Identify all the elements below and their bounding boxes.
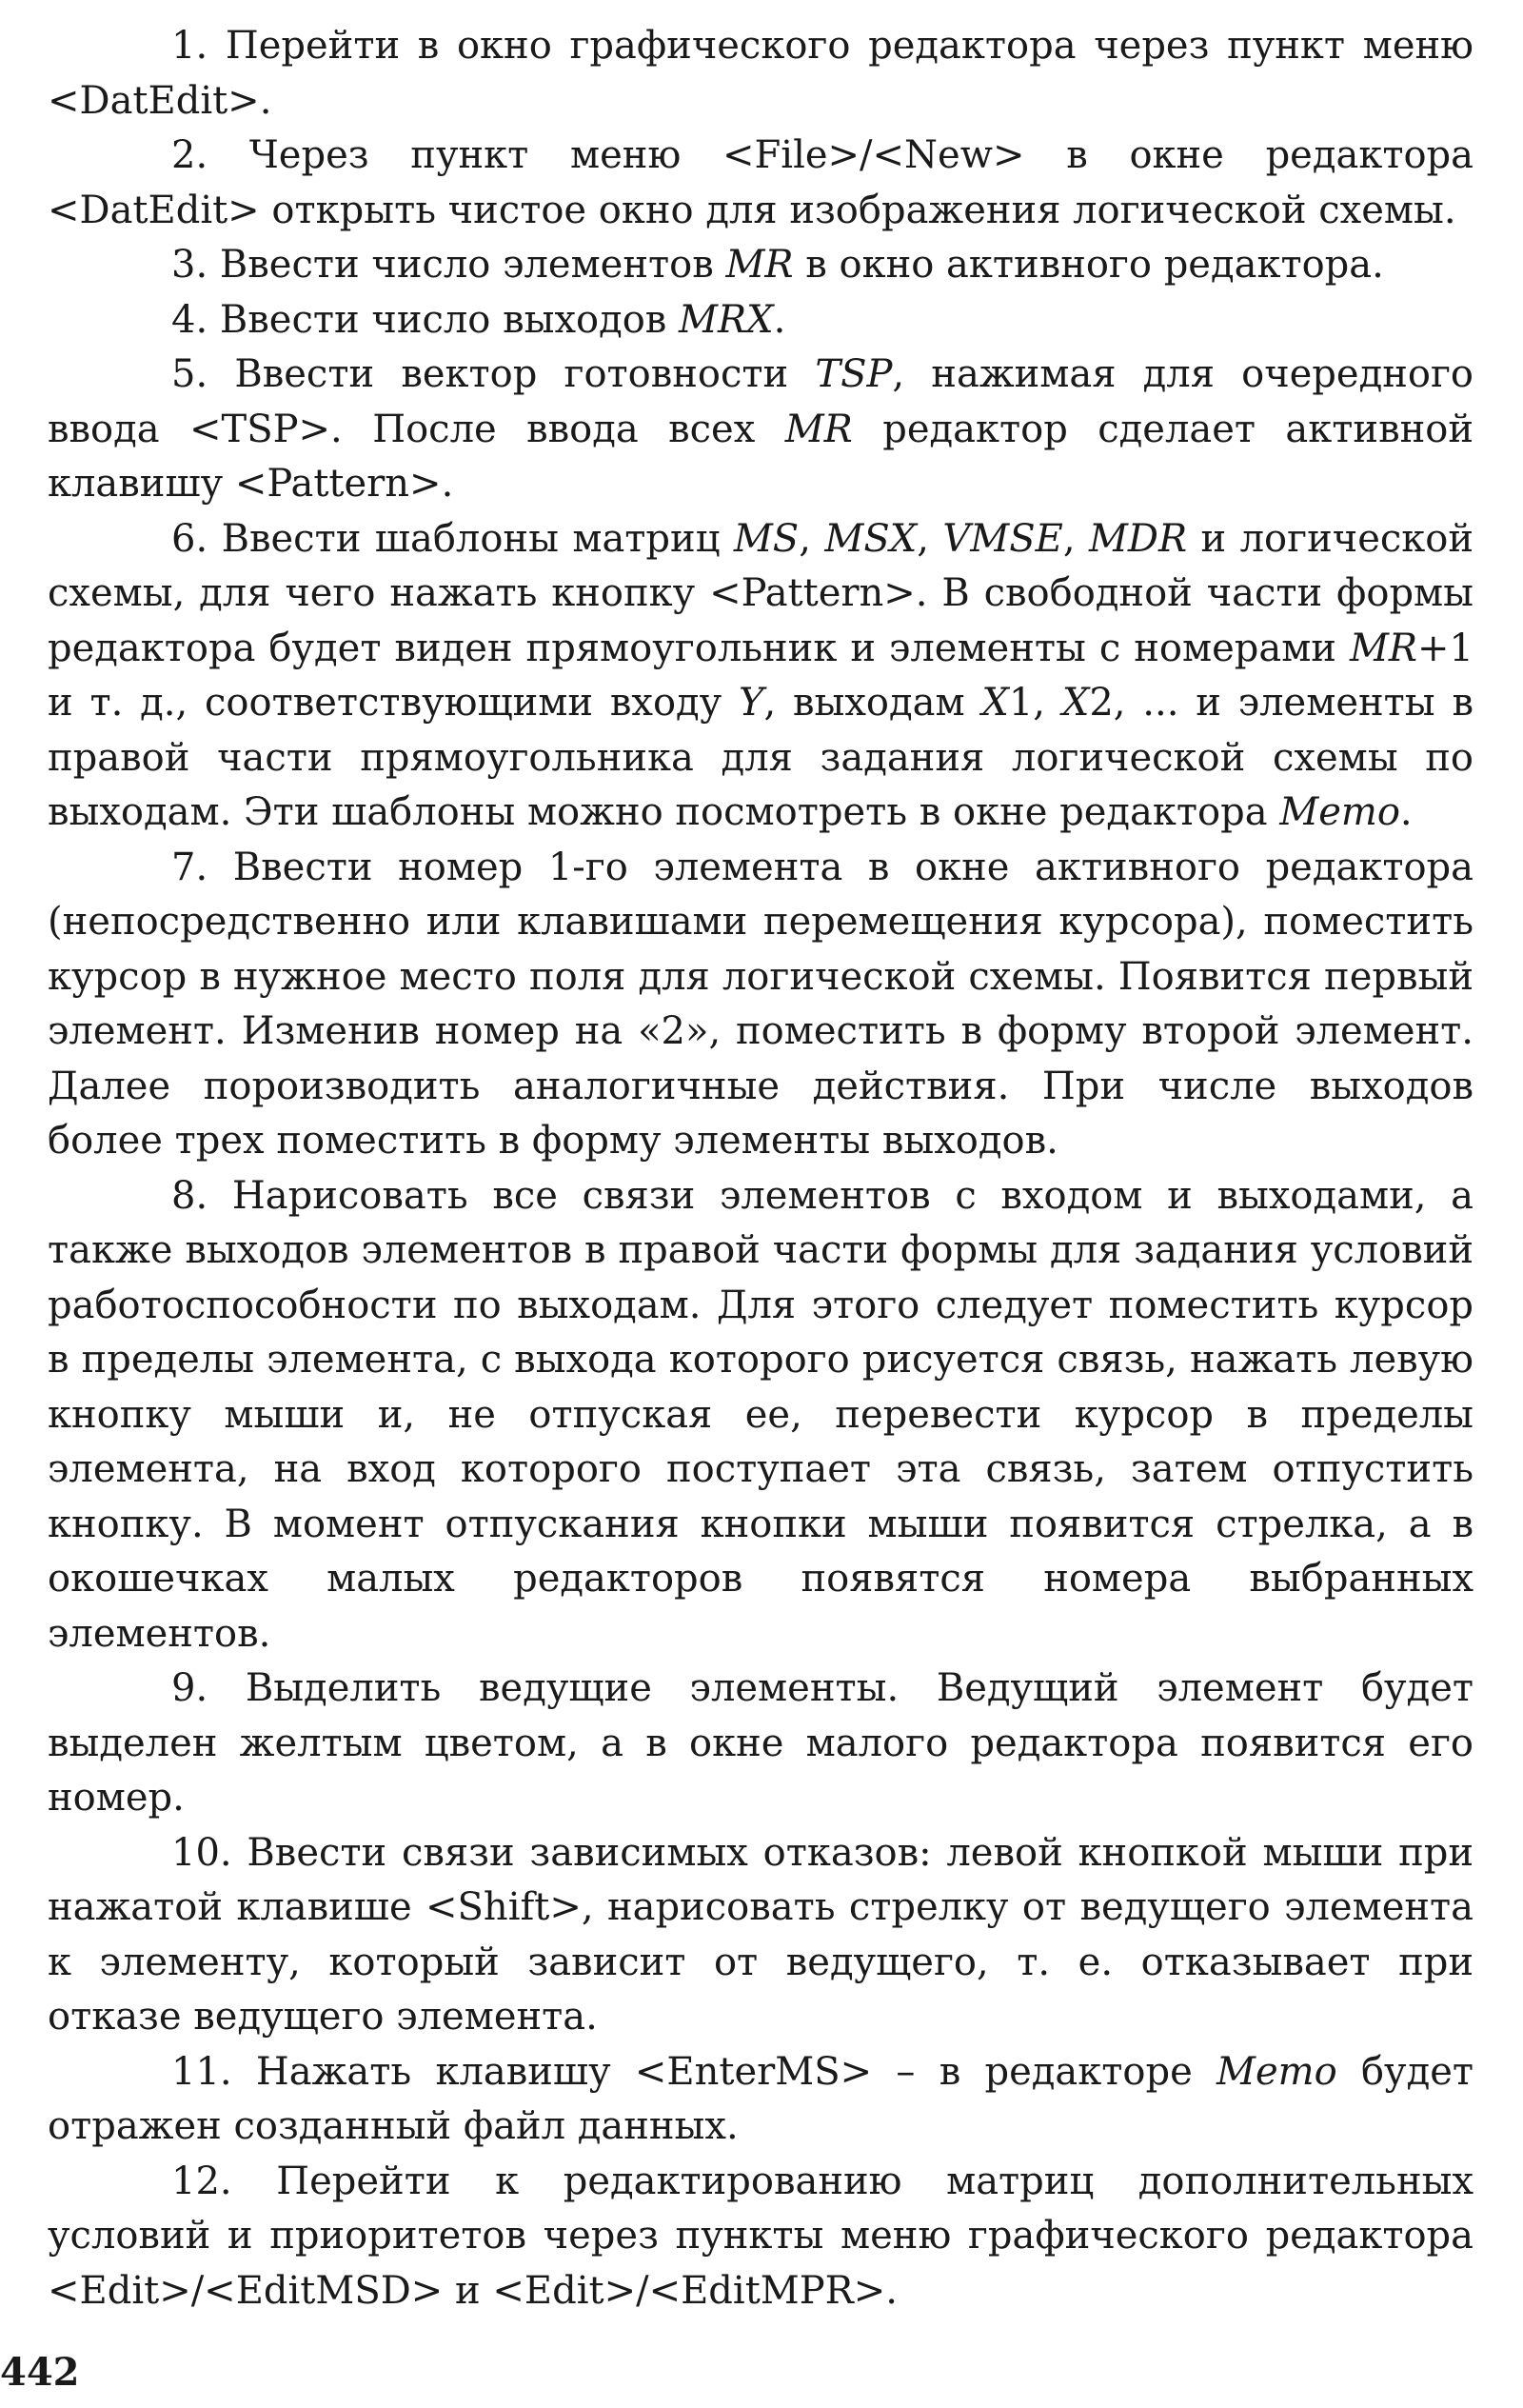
step-1 [48,19,1474,129]
step-text: 3. Ввести число элементов [171,243,726,287]
step-10 [48,1826,1474,2045]
italic-term: X [1061,681,1090,725]
step-8 [48,1169,1474,1662]
step-text: , нажимая для очередного ввода <TSP>. После ввода всех [48,352,1474,451]
step-4 [48,293,1474,348]
step-text: 4. Ввести число выходов [171,297,680,342]
italic-term: MSX [824,516,918,561]
step-text: 6. Ввести шаблоны матриц [171,516,734,561]
step-3 [48,238,1474,293]
step-text: и логической схемы, для чего нажать кнопку <Pattern>. В свободной части формы редактора будет виден прямоугольник и элементы с номерами [48,516,1474,670]
step-11 [48,2045,1474,2155]
step-7 [48,841,1474,1169]
step-text: 8. Нарисовать все связи элементов с входом и выходами, а также выходов элементов в правой части формы для задания условий работоспособности по выходам. Для этого следует поместить курсор в пределы элемента, с выхода которого рисуется связь, нажать левую кнопку мыши и, не отпуская ее, перевести курсор в пределы элемента, на вход которого поступает эта связь, затем отпустить кнопку. В момент отпускания кнопки мыши появится стрелка, а в окошечках малых редакторов появятся номера выбранных элементов. [48,1173,1474,1656]
italic-term: VMSE [942,516,1063,561]
step-text: 2. Через пункт меню <File>/<New> в окне редактора <DatEdit> открыть чистое окно для изображения логической схемы. [48,133,1474,232]
step-text: 5. Ввести вектор готовности [171,352,816,396]
step-text: редактор сделает активной клавишу <Pattern>. [48,407,1474,506]
step-2 [48,129,1474,238]
italic-term: Memo [1216,2049,1337,2094]
step-text: 11. Нажать клавишу <EnterMS> – в редакторе [171,2049,1217,2094]
step-text: , выходам [763,681,982,725]
step-12 [48,2155,1474,2319]
step-6 [48,512,1474,841]
step-text: 12. Перейти к редактированию матриц дополнительных условий и приоритетов через пункты меню графического редактора <Edit>/<EditMSD> и <Edit>/<EditMPR>. [48,2159,1474,2313]
page-content [48,19,1474,2318]
italic-term: MRX [679,297,774,342]
step-text: . [1399,790,1413,834]
step-text: 10. Ввести связи зависимых отказов: левой кнопкой мыши при нажатой клавише <Shift>, нарисовать стрелку от ведущего элемента к элементу, который зависит от ведущего, т. е. отказывает при отказе ведущего элемента. [48,1830,1474,2039]
step-text: . [773,297,786,342]
step-5 [48,348,1474,512]
italic-term: MR [725,243,794,287]
italic-term: X [981,681,1009,725]
step-text: будет отражен созданный файл данных. [48,2049,1474,2148]
step-9 [48,1662,1474,1826]
step-text: 7. Ввести номер 1-го элемента в окне активного редактора (непосредственно или клавишами перемещения курсора), поместить курсор в нужное место поля для логической схемы. Появится первый элемент. Изменив номер на «2», поместить в форму второй элемент. Далее пороизводить аналогичные действия. При числе выходов более трех поместить в форму элементы выходов. [48,845,1474,1163]
italic-term: MDR [1088,516,1188,561]
page-number: 442 [0,2350,80,2395]
italic-term: MS [733,516,800,561]
italic-term: Memo [1279,790,1400,834]
italic-term: Y [739,681,764,725]
italic-term: MR [784,407,853,451]
italic-term: TSP [815,352,893,396]
step-text: +1 и т. д., соответствующими входу [48,626,1474,725]
step-text: 1, [1008,681,1062,725]
step-text: 1. Перейти в окно графического редактора через пункт меню <DatEdit>. [48,24,1474,123]
italic-term: MR [1349,626,1418,670]
step-text: , [1062,516,1089,561]
step-text: , [917,516,943,561]
step-text: в окно активного редактора. [793,243,1384,287]
step-text: , [799,516,825,561]
step-text: 9. Выделить ведущие элементы. Ведущий элемент будет выделен желтым цветом, а в окне малого редактора появится его номер. [48,1666,1474,1820]
step-text: 2, ... и элементы в правой части прямоугольника для задания логической схемы по выходам. Эти шаблоны можно посмотреть в окне редактора [48,681,1474,834]
